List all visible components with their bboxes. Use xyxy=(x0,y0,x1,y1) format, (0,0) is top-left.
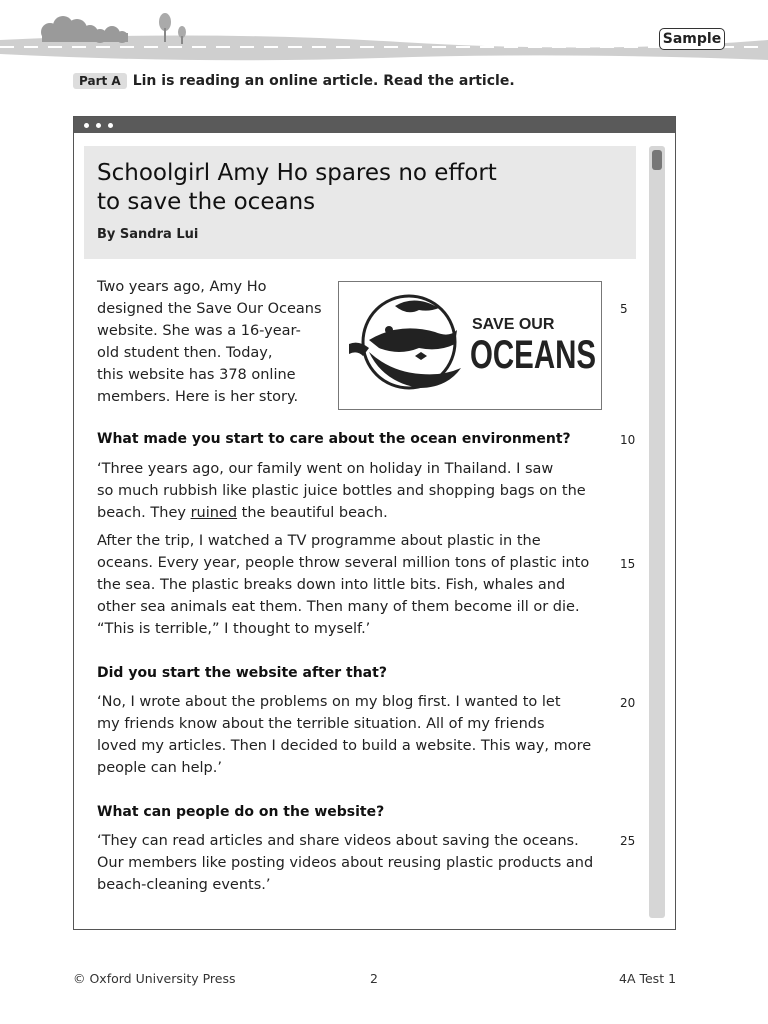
window-dot-icon xyxy=(84,123,89,128)
svg-text:SAVE OUR: SAVE OUR xyxy=(472,316,555,333)
answer-3: ‘They can read articles and share videos about saving the oceans. Our members like posting videos about reusing plastic products and beach-cleaning events.’ xyxy=(97,833,594,893)
browser-title-bar xyxy=(74,117,675,133)
answer-1-continued: After the trip, I watched a TV programme about plastic in the oceans. Every year, people throw several million tons of plastic into the sea. The plastic breaks down into little bits. Fish, whales and other sea animals eat them. Then many of them become ill or die. “This is terrible,” I thought to myself.’ xyxy=(97,533,590,637)
answer-1: ‘Three years ago, our family went on holiday in Thailand. I saw so much rubbish like plastic juice bottles and shopping bags on the beach. They ruined the beautiful beach. xyxy=(97,461,586,521)
save-our-oceans-logo xyxy=(338,281,602,410)
question-1: What made you start to care about the ocean environment? xyxy=(97,431,571,447)
sample-badge: Sample xyxy=(659,28,725,50)
article-header xyxy=(84,146,636,259)
underlined-word: ruined xyxy=(190,505,238,521)
question-2: Did you start the website after that? xyxy=(97,665,387,681)
line-number: 5 xyxy=(620,302,628,316)
answer-2: ‘No, I wrote about the problems on my blog first. I wanted to let my friends know about the terrible situation. All of my friends loved my articles. Then I decided to build a website. This way, more people can help.’ xyxy=(97,694,592,776)
line-number: 20 xyxy=(620,696,636,710)
part-label: Part A xyxy=(73,73,127,89)
svg-text:OCEANS: OCEANS xyxy=(470,333,596,377)
line-number: 15 xyxy=(620,557,636,571)
instruction-text: Lin is reading an online article. Read the article. xyxy=(132,73,515,89)
line-number: 10 xyxy=(620,433,636,447)
footer-copyright: © Oxford University Press xyxy=(73,971,236,986)
scrollbar[interactable] xyxy=(649,146,665,918)
article-title: Schoolgirl Amy Ho spares no effort to save the oceans xyxy=(97,160,497,215)
window-dot-icon xyxy=(108,123,113,128)
article-byline: By Sandra Lui xyxy=(97,227,199,242)
window-dot-icon xyxy=(96,123,101,128)
header-road-banner xyxy=(0,0,768,70)
intro-paragraph: Two years ago, Amy Ho designed the Save Our Oceans website. She was a 16-year- old student then. Today, this website has 378 online members. Here is her story. xyxy=(97,279,322,405)
scrollbar-thumb[interactable] xyxy=(652,150,662,170)
instruction xyxy=(73,73,515,89)
browser-window xyxy=(73,116,676,930)
footer-page-number: 2 xyxy=(370,971,378,986)
bush-icon xyxy=(41,16,128,43)
footer-test-label: 4A Test 1 xyxy=(619,971,677,986)
question-3: What can people do on the website? xyxy=(97,804,385,820)
ocean-animals-icon xyxy=(339,282,601,409)
line-number: 25 xyxy=(620,834,636,848)
